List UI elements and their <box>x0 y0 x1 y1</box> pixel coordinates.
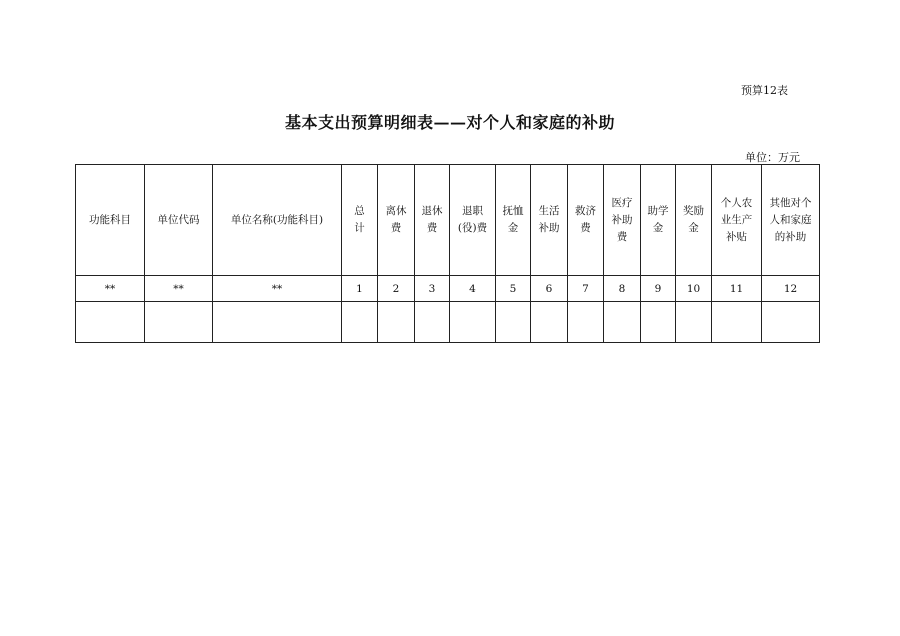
column-header-line: 个人农 <box>720 196 753 209</box>
empty-cell <box>76 302 145 343</box>
column-header-line: 补助 <box>611 213 633 226</box>
column-header <box>641 165 676 276</box>
column-header <box>450 165 496 276</box>
column-header-line: 功能科目 <box>89 213 131 226</box>
table-header-row <box>76 165 820 276</box>
index-cell: ** <box>145 276 213 302</box>
index-cell: 3 <box>415 276 450 302</box>
column-header <box>762 165 820 276</box>
column-header <box>76 165 145 276</box>
index-cell: 2 <box>378 276 415 302</box>
empty-cell <box>712 302 762 343</box>
column-header-line: 费 <box>580 222 591 234</box>
column-header <box>213 165 342 276</box>
column-header-line: 救济 <box>575 205 596 217</box>
page-title: 基本支出预算明细表——对个人和家庭的补助 <box>284 113 615 132</box>
empty-cell <box>496 302 531 343</box>
column-header-line: 助学 <box>647 205 669 217</box>
empty-cell <box>531 302 568 343</box>
empty-cell <box>213 302 342 343</box>
budget-table <box>75 164 820 343</box>
column-header-line: 费 <box>616 230 628 243</box>
column-header-line: 单位代码 <box>157 213 200 226</box>
index-cell: 8 <box>604 276 641 302</box>
empty-cell <box>762 302 820 343</box>
index-cell: ** <box>76 276 145 302</box>
index-cell: ** <box>213 276 342 302</box>
column-header-line: 抚恤 <box>502 205 524 217</box>
column-header <box>342 165 378 276</box>
column-header-line: 金 <box>507 222 519 234</box>
index-cell: 6 <box>531 276 568 302</box>
index-cell: 4 <box>450 276 496 302</box>
column-header <box>415 165 450 276</box>
empty-cell <box>450 302 496 343</box>
column-header <box>145 165 213 276</box>
column-header-line: 离休 <box>385 205 407 217</box>
index-cell: 7 <box>568 276 604 302</box>
column-header-line: 其他对个 <box>769 196 812 209</box>
column-header-line: 奖励 <box>683 205 704 217</box>
column-header-line: 业生产 <box>720 213 753 226</box>
column-header <box>496 165 531 276</box>
column-header <box>378 165 415 276</box>
index-cell: 5 <box>496 276 531 302</box>
index-cell: 1 <box>342 276 378 302</box>
column-header-line: 的补助 <box>774 230 807 243</box>
column-header <box>568 165 604 276</box>
column-header-line: 医疗 <box>611 196 633 209</box>
index-cell: 9 <box>641 276 676 302</box>
empty-cell <box>342 302 378 343</box>
column-header <box>712 165 762 276</box>
empty-cell <box>604 302 641 343</box>
table-index-row <box>76 276 820 302</box>
empty-cell <box>641 302 676 343</box>
empty-cell <box>676 302 712 343</box>
column-header-line: 费 <box>390 222 402 234</box>
column-header-line: 计 <box>354 222 365 234</box>
index-cell: 10 <box>676 276 712 302</box>
unit-label: 单位：万元 <box>745 151 800 164</box>
column-header-line: 金 <box>652 222 664 234</box>
index-cell: 11 <box>712 276 762 302</box>
column-header-line: 补贴 <box>726 230 747 243</box>
empty-cell <box>568 302 604 343</box>
column-header-line: 人和家庭 <box>769 213 812 226</box>
column-header-line: 补助 <box>538 222 560 234</box>
empty-cell <box>378 302 415 343</box>
column-header-line: 金 <box>688 222 699 234</box>
column-header-line: 单位名称(功能科目) <box>230 213 324 226</box>
column-header-line: 生活 <box>538 205 560 217</box>
column-header <box>531 165 568 276</box>
empty-cell <box>145 302 213 343</box>
empty-cell <box>415 302 450 343</box>
column-header-line: (役)费 <box>457 222 488 234</box>
column-header <box>676 165 712 276</box>
column-header-line: 费 <box>426 222 438 234</box>
table-row <box>76 302 820 343</box>
column-header-line: 退职 <box>462 205 483 217</box>
form-number: 预算12表 <box>741 84 788 97</box>
column-header-line: 退休 <box>421 205 443 217</box>
index-cell: 12 <box>762 276 820 302</box>
column-header <box>604 165 641 276</box>
column-header-line: 总 <box>354 205 365 217</box>
